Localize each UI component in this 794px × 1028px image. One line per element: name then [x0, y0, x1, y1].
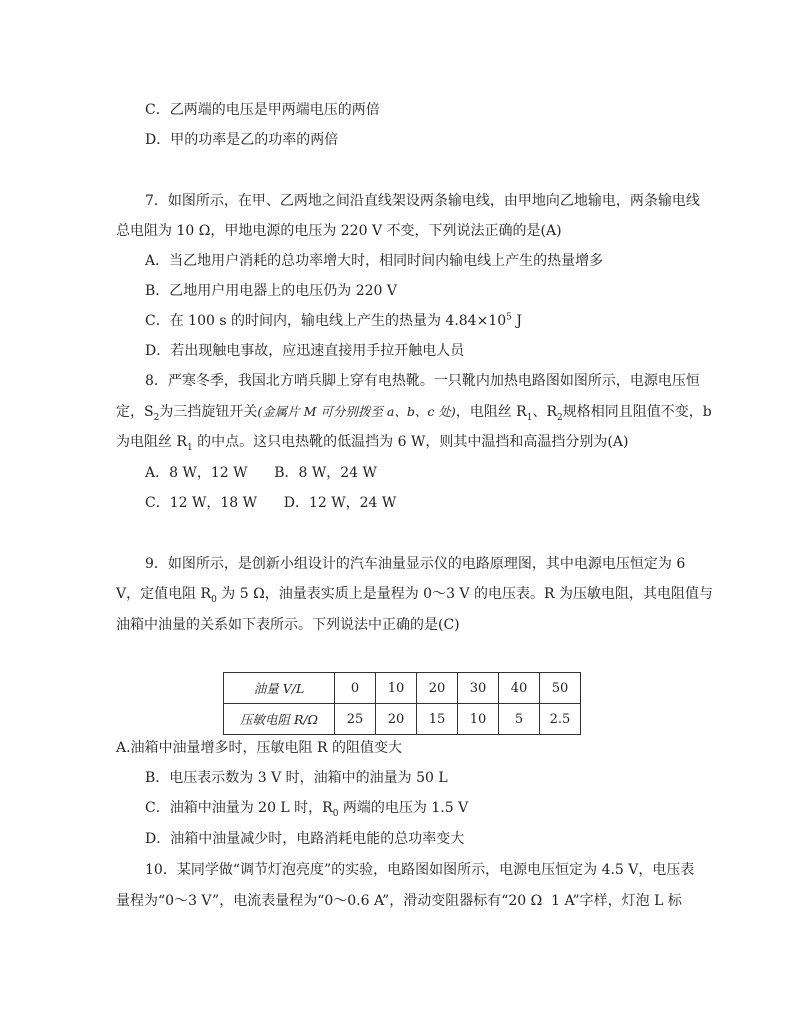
q7-stem-line1: 7．如图所示，在甲、乙两地之间沿直线架设两条输电线，由甲地向乙地输电，两条输电线 — [145, 193, 700, 209]
q9-option-c-text: C．油箱中油量为 20 L 时，R — [145, 800, 333, 816]
q9-option-b: B．电压表示数为 3 V 时，油箱中的油量为 50 L — [145, 770, 448, 786]
q7-exponent: 5 — [506, 312, 512, 323]
q6-option-d: D．甲的功率是乙的功率的两倍 — [145, 132, 339, 148]
q8-sub: 2 — [557, 412, 563, 423]
q8-note: (金属片 M 可分别拨至 a、b、c 处) — [257, 404, 456, 419]
table-header-oil: 油量 V/L — [224, 673, 335, 704]
q8-stem-line3 — [116, 432, 628, 452]
q9-stem-line1: 9．如图所示，是创新小组设计的汽车油量显示仪的电路原理图，其中电源电压恒定为 6 — [145, 556, 686, 572]
q8-stem-text: ，电阻丝 R — [455, 404, 527, 420]
q8-sub: 1 — [526, 412, 533, 423]
table-cell: 40 — [499, 673, 540, 704]
q8-sub: 1 — [187, 442, 193, 453]
q8-stem-text: 定，S — [116, 404, 154, 420]
q9-stem-text: V，定值电阻 R — [116, 586, 212, 602]
table-cell: 10 — [376, 673, 417, 704]
table-row — [224, 704, 581, 735]
table-cell: 15 — [417, 704, 458, 735]
q8-sub: 2 — [153, 412, 160, 423]
table-header-resistance: 压敏电阻 R/Ω — [224, 704, 335, 735]
table-cell: 20 — [376, 704, 417, 735]
table-cell: 50 — [540, 673, 581, 704]
q9-stem-line3: 油箱中油量的关系如下表所示。下列说法中正确的是(C) — [116, 617, 460, 633]
q9-option-c-text: 两端的电压为 1.5 V — [338, 800, 469, 816]
q8-stem-text: 为电阻丝 R — [116, 434, 187, 450]
q10-stem-line1: 10．某同学做“调节灯泡亮度”的实验，电路图如图所示，电源电压恒定为 4.5 V，电压表 — [145, 862, 695, 878]
q8-stem-line1: 8．严寒冬季，我国北方哨兵脚上穿有电热靴。一只靴内加热电路图如图所示，电源电压恒 — [145, 373, 700, 389]
q9-option-c — [145, 798, 468, 818]
q9-sub: 0 — [211, 594, 217, 605]
q8-stem-text: 、R — [532, 404, 558, 420]
q7-option-c-text: C．在 100 s 的时间内，输电线上产生的热量为 4.84×10 — [145, 313, 507, 329]
table-cell: 2.5 — [540, 704, 581, 735]
table-row — [224, 673, 581, 704]
table-cell: 25 — [335, 704, 376, 735]
q8-stem-text: 为三挡旋钮开关 — [159, 404, 258, 420]
table-cell: 30 — [458, 673, 499, 704]
q6-option-c: C．乙两端的电压是甲两端电压的两倍 — [145, 102, 380, 118]
q10-stem-line2: 量程为“0～3 V”，电流表量程为“0～0.6 A”，滑动变阻器标有“20 Ω 1 A”字样，灯泡 L 标 — [116, 893, 682, 909]
table-cell: 5 — [499, 704, 540, 735]
q7-option-c — [145, 311, 522, 331]
oil-pressure-table — [223, 672, 581, 735]
table-cell: 20 — [417, 673, 458, 704]
q9-option-d: D．油箱中油量减少时，电路消耗电能的总功率变大 — [145, 831, 465, 847]
q8-stem-text: 规格相同且阻值不变，b — [562, 404, 712, 420]
q8-options-cd: C．12 W，18 W D．12 W，24 W — [145, 495, 397, 511]
q7-option-b: B．乙地用户用电器上的电压仍为 220 V — [145, 283, 398, 299]
q9-stem-line2 — [116, 584, 713, 604]
q8-options-ab: A．8 W，12 W B．8 W，24 W — [145, 465, 377, 481]
table-cell: 10 — [458, 704, 499, 735]
q7-option-a: A．当乙地用户消耗的总功率增大时，相同时间内输电线上产生的热量增多 — [145, 253, 604, 269]
q9-option-a: A.油箱中油量增多时，压敏电阻 R 的阻值变大 — [116, 740, 403, 756]
q7-option-c-unit: J — [511, 313, 522, 329]
q8-stem-line2 — [116, 402, 712, 422]
q8-stem-text: 的中点。这只电热靴的低温挡为 6 W，则其中温挡和高温挡分别为(A) — [192, 434, 629, 450]
q7-option-d: D．若出现触电事故，应迅速直接用手拉开触电人员 — [145, 343, 465, 359]
q9-stem-text: 为 5 Ω，油量表实质上是量程为 0～3 V 的电压表。R 为压敏电阻，其电阻值与 — [216, 586, 713, 602]
q9-sub: 0 — [332, 808, 339, 819]
q7-stem-line2: 总电阻为 10 Ω，甲地电源的电压为 220 V 不变，下列说法正确的是(A) — [116, 223, 562, 239]
table-cell: 0 — [335, 673, 376, 704]
